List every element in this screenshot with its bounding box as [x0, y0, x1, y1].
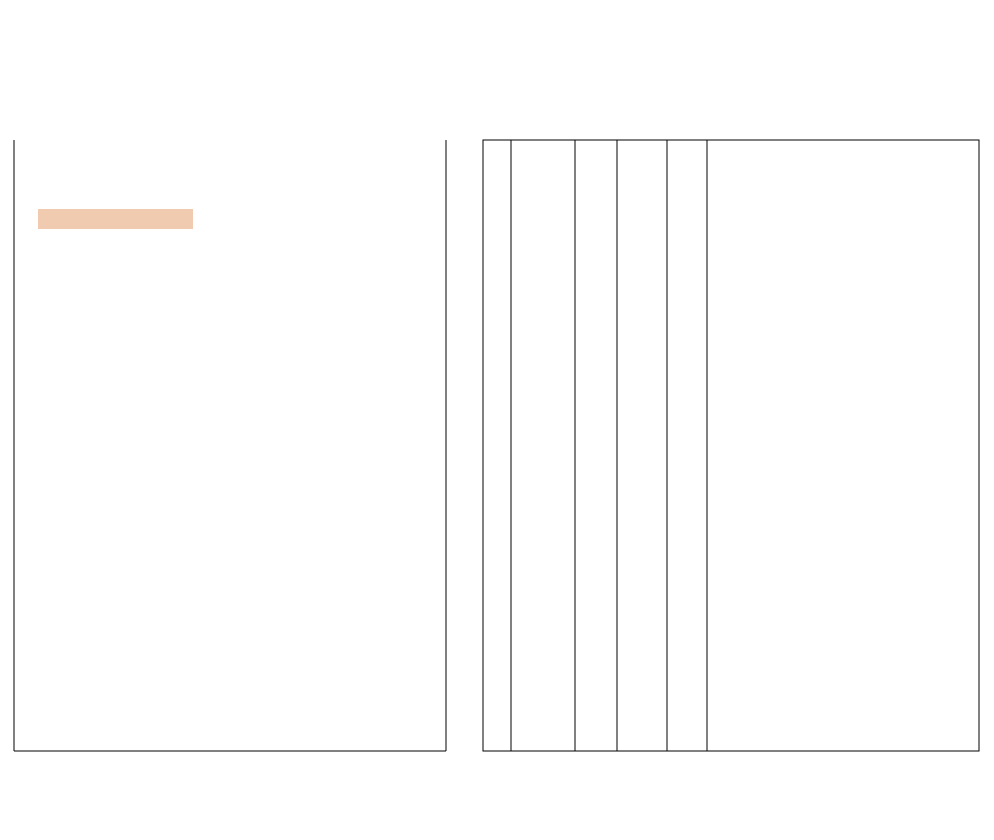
logo-banner: [38, 209, 193, 229]
layer-table-frame: [483, 140, 979, 751]
snowpilot-logo: [38, 209, 193, 229]
